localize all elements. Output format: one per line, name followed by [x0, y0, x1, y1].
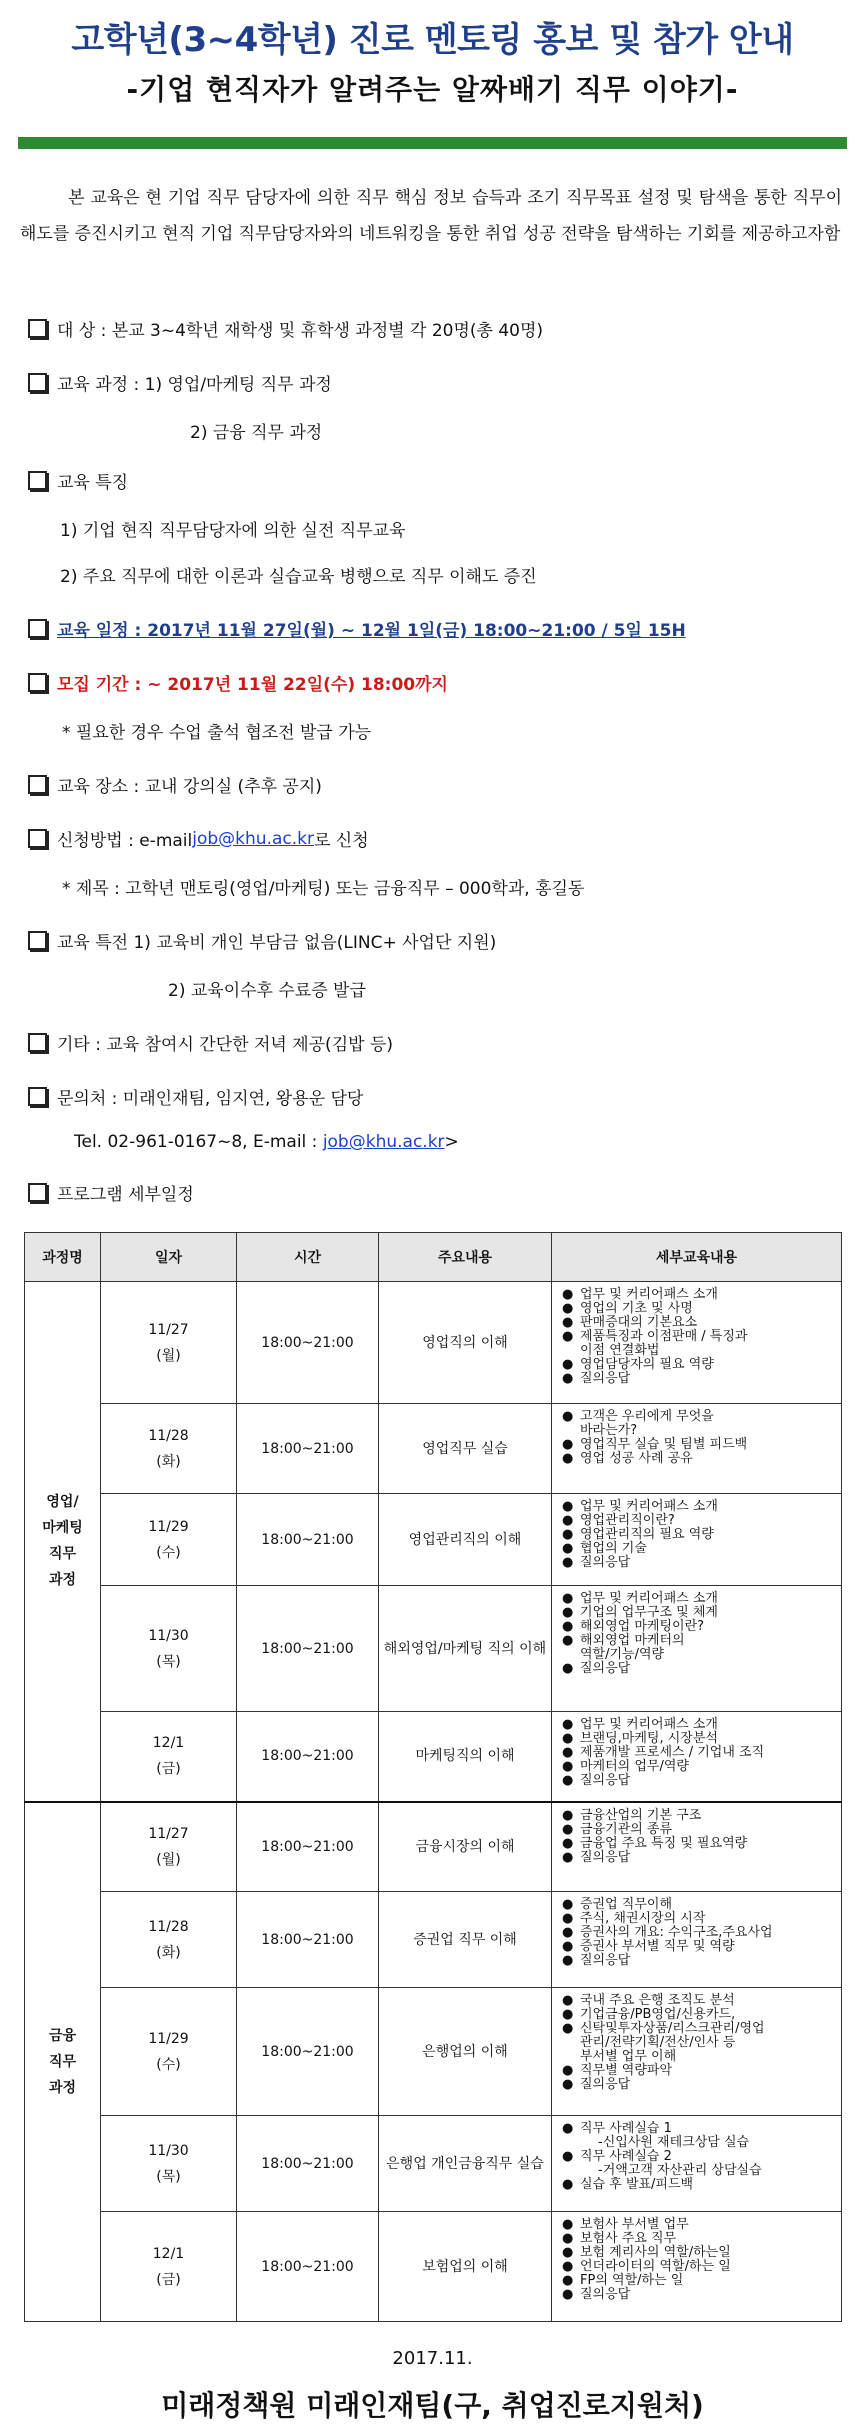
detail-text: 해외영업 마케팅이란?: [580, 1619, 705, 1634]
target-text: 대 상 : 본교 3~4학년 재학생 및 휴학생 과정별 각 20명(총 40명): [57, 321, 544, 341]
table-row: [25, 1494, 842, 1586]
table-row: [25, 1404, 842, 1494]
detail-text: 제품특징과 이점판매 / 특징과: [580, 1329, 748, 1344]
course-name-line: 직무: [48, 2053, 77, 2070]
details-cell: [552, 1494, 842, 1586]
detail-text: 영업담당자의 필요 역량: [580, 1357, 714, 1372]
table-row: [25, 1282, 842, 1404]
topic-cell: 증권업 직무 이해: [379, 1892, 552, 1988]
detail-line: [562, 2260, 837, 2274]
weekday-text: (목): [156, 2168, 181, 2185]
bullet-icon: ●: [562, 2077, 574, 2092]
weekday-text: (월): [156, 1851, 181, 1868]
details-cell: [552, 1282, 842, 1404]
detail-line: [562, 2274, 837, 2288]
detail-text: 영업관리직의 필요 역량: [580, 1527, 714, 1542]
apply-note: * 제목 : 고학년 맨토링(영업/마케팅) 또는 금융직무 – 000학과, 홍길동: [62, 879, 585, 899]
detail-text: 질의응답: [580, 1555, 631, 1570]
course-name-line: 영업/: [46, 1494, 79, 1511]
detail-text: 금융산업의 기본 구조: [580, 1807, 702, 1823]
header-topic: 주요내용: [379, 1233, 552, 1282]
detail-text: 금융업 주요 특징 및 필요역량: [580, 1835, 748, 1851]
course-text: 교육 과정 : 1) 영업/마케팅 직무 과정: [57, 375, 332, 395]
footer-date: 2017.11.: [392, 2348, 473, 2369]
detail-line: [562, 1718, 837, 1732]
detail-text: 관리/전략기획/전산/인사 등: [580, 2035, 736, 2050]
detail-line: [562, 1528, 837, 1542]
detail-line: [562, 2164, 837, 2178]
bullet-icon: ●: [562, 2217, 574, 2232]
apply-suffix: 로 신청: [313, 831, 369, 851]
course-name-line: 직무: [48, 1546, 77, 1563]
detail-line: [562, 2050, 837, 2064]
date-text: 11/30: [148, 2142, 189, 2159]
date-text: 12/1: [152, 1735, 185, 1752]
bullet-icon: ●: [562, 1939, 574, 1954]
bullet-icon: ●: [562, 1993, 574, 2008]
detail-text: 영업의 기초 및 사명: [580, 1301, 693, 1316]
detail-text: 고객은 우리에게 무엇을: [580, 1409, 714, 1424]
etc-item: [28, 1030, 393, 1055]
detail-line: [562, 2178, 837, 2192]
detail-text: 보험사 주요 직무: [580, 2231, 677, 2246]
detail-text: 협업의 기술: [580, 1541, 647, 1556]
bullet-icon: ●: [562, 1555, 574, 1570]
bullet-icon: ●: [562, 1315, 574, 1330]
time-cell: 18:00~21:00: [237, 1282, 379, 1404]
schedule-text: 교육 일정 : 2017년 11월 27일(월) ~ 12월 1일(금) 18:00~21:00 / 5일 15H: [57, 621, 686, 641]
detail-line: [562, 1438, 837, 1452]
checkbox-icon: [28, 619, 47, 638]
detail-line: [562, 1358, 837, 1372]
detail-text: FP의 역할/하는 일: [580, 2273, 684, 2288]
course-name-line: 마케팅: [42, 1520, 83, 1537]
feature-1-text: 1) 기업 현직 직무담당자에 의한 실전 직무교육: [60, 521, 406, 541]
topic-cell: 은행업 개인금융직무 실습: [379, 2116, 552, 2212]
detail-line: [562, 1837, 837, 1851]
detail-text: 직무별 역량파악: [580, 2063, 673, 2078]
bullet-icon: ●: [562, 1527, 574, 1542]
program-text: 프로그램 세부일정: [57, 1185, 194, 1205]
detail-text: 질의응답: [580, 1371, 631, 1386]
bullet-icon: ●: [562, 1287, 574, 1302]
bullet-icon: ●: [562, 1807, 574, 1823]
time-cell: 18:00~21:00: [237, 1494, 379, 1586]
detail-line: [562, 1746, 837, 1760]
detail-text: 국내 주요 은행 조직도 분석: [580, 1993, 735, 2008]
checkbox-icon: [28, 319, 47, 338]
details-cell: [552, 1802, 842, 1892]
detail-line: [562, 1898, 837, 1912]
table-row: [25, 2116, 842, 2212]
course-name-line: 과정: [48, 2079, 77, 2096]
detail-text: 영업직무 실습 및 팀별 피드백: [580, 1437, 748, 1452]
detail-line: [562, 1940, 837, 1954]
detail-text: 주식, 채권시장의 시작: [580, 1911, 706, 1926]
details-cell: [552, 2212, 842, 2322]
course-name-cell: [25, 1282, 101, 1802]
detail-line: [562, 2218, 837, 2232]
detail-text: 영업관리직이란?: [580, 1513, 675, 1528]
detail-text: 역할/기능/역량: [580, 1647, 665, 1662]
date-cell: [101, 1494, 237, 1586]
bullet-icon: ●: [562, 1633, 574, 1648]
header-time: 시간: [237, 1233, 379, 1282]
detail-text: 질의응답: [580, 1849, 631, 1865]
time-cell: 18:00~21:00: [237, 2212, 379, 2322]
detail-text: 질의응답: [580, 2077, 631, 2092]
benefit-item: [28, 928, 496, 953]
detail-line: [562, 1316, 837, 1330]
detail-line: [562, 1514, 837, 1528]
course-item: [28, 370, 332, 395]
detail-text: 업무 및 커리어패스 소개: [580, 1591, 718, 1606]
course-name-line: 과정: [48, 1572, 77, 1589]
detail-text: 제품개발 프로세스 / 기업내 조직: [580, 1745, 765, 1760]
detail-line: [562, 1620, 837, 1634]
detail-line: [562, 1823, 837, 1837]
detail-line: [562, 1809, 837, 1823]
apply-item: [28, 826, 369, 851]
footer-org: 미래정책원 미래인재팀(구, 취업진로지원처): [161, 2389, 704, 2422]
detail-line: [562, 1372, 837, 1386]
topic-cell: 영업직무 실습: [379, 1404, 552, 1494]
weekday-text: (금): [156, 1761, 181, 1778]
checkbox-icon: [28, 1183, 47, 1202]
checkbox-icon: [28, 471, 47, 490]
table-row: [25, 2212, 842, 2322]
date-text: 11/27: [148, 1321, 189, 1338]
time-cell: 18:00~21:00: [237, 1712, 379, 1802]
detail-text: 금융기관의 종류: [580, 1821, 673, 1837]
detail-text: 이점 연결화법: [580, 1343, 660, 1358]
checkbox-icon: [28, 673, 47, 692]
checkbox-icon: [28, 373, 47, 392]
table-row: [25, 1802, 842, 1892]
detail-line: [562, 1994, 837, 2008]
etc-text: 기타 : 교육 참여시 간단한 저녁 제공(김밥 등): [57, 1035, 393, 1055]
header-date: 일자: [101, 1233, 237, 1282]
detail-text: 바라는가?: [580, 1423, 638, 1438]
recruit-item: [28, 670, 448, 695]
details-cell: [552, 1988, 842, 2116]
detail-line: [562, 1344, 837, 1358]
detail-text: 업무 및 커리어패스 소개: [580, 1287, 718, 1302]
detail-text: 질의응답: [580, 1773, 631, 1788]
date-cell: [101, 1712, 237, 1802]
detail-text: 부서별 업무 이해: [580, 2049, 677, 2064]
bullet-icon: ●: [562, 1773, 574, 1788]
bullet-icon: ●: [562, 2121, 574, 2136]
time-cell: 18:00~21:00: [237, 1586, 379, 1712]
date-cell: [101, 1404, 237, 1494]
bullet-icon: ●: [562, 2177, 574, 2192]
features-item: [28, 468, 128, 493]
detail-line: [562, 2022, 837, 2036]
bullet-icon: ●: [562, 1451, 574, 1466]
details-cell: [552, 1892, 842, 1988]
details-cell: [552, 1404, 842, 1494]
date-text: 11/29: [148, 1518, 189, 1535]
bullet-icon: ●: [562, 1301, 574, 1316]
header-course: 과정명: [25, 1233, 101, 1282]
detail-line: [562, 2078, 837, 2092]
details-cell: [552, 1586, 842, 1712]
date-cell: [101, 1586, 237, 1712]
bullet-icon: ●: [562, 2231, 574, 2246]
bullet-icon: ●: [562, 1329, 574, 1344]
detail-text: 신탁및투자상품/리스크관리/영업: [580, 2021, 765, 2036]
recruit-text: 모집 기간 : ~ 2017년 11월 22일(수) 18:00까지: [57, 675, 448, 695]
detail-text: 기업의 업무구조 및 체계: [580, 1605, 718, 1620]
topic-cell: 마케팅직의 이해: [379, 1712, 552, 1802]
detail-text: 실습 후 발표/피드백: [580, 2177, 694, 2192]
title-divider: [18, 137, 847, 149]
checkbox-icon: [28, 1033, 47, 1052]
apply-email-link[interactable]: job@khu.ac.kr: [192, 828, 314, 849]
apply-text: 신청방법 : e-mail: [57, 831, 193, 851]
weekday-text: (목): [156, 1653, 181, 1670]
detail-text: 직무 사례실습 1: [580, 2121, 672, 2136]
detail-line: [562, 1288, 837, 1302]
checkbox-icon: [28, 931, 47, 950]
detail-text: 증권업 직무이해: [580, 1897, 673, 1912]
time-cell: 18:00~21:00: [237, 2116, 379, 2212]
bullet-icon: ●: [562, 1745, 574, 1760]
date-cell: [101, 1282, 237, 1404]
table-row: [25, 1712, 842, 1802]
time-cell: 18:00~21:00: [237, 1404, 379, 1494]
bullet-icon: ●: [562, 1731, 574, 1746]
detail-line: [562, 1634, 837, 1648]
detail-text: 업무 및 커리어패스 소개: [580, 1717, 718, 1732]
bullet-icon: ●: [562, 2007, 574, 2022]
bullet-icon: ●: [562, 1409, 574, 1424]
bullet-icon: ●: [562, 1849, 574, 1865]
time-cell: 18:00~21:00: [237, 1988, 379, 2116]
bullet-icon: ●: [562, 1513, 574, 1528]
detail-line: [562, 1500, 837, 1514]
table-row: [25, 1892, 842, 1988]
tel-line: [74, 1132, 459, 1152]
detail-text: 질의응답: [580, 1953, 631, 1968]
features-label: 교육 특징: [57, 473, 129, 493]
details-cell: [552, 1712, 842, 1802]
detail-line: [562, 1926, 837, 1940]
detail-line: [562, 1851, 837, 1865]
detail-text: 영업 성공 사례 공유: [580, 1451, 693, 1466]
date-cell: [101, 1892, 237, 1988]
bullet-icon: ●: [562, 1619, 574, 1634]
checkbox-icon: [28, 1087, 47, 1106]
detail-text: 해외영업 마케터의: [580, 1633, 685, 1648]
weekday-text: (금): [156, 2271, 181, 2288]
detail-text: 질의응답: [580, 2287, 631, 2302]
detail-text: 브랜딩,마케팅, 시장분석: [580, 1731, 718, 1746]
bullet-icon: ●: [562, 1371, 574, 1386]
topic-cell: 해외영업/마케팅 직의 이해: [379, 1586, 552, 1712]
topic-cell: 보험업의 이해: [379, 2212, 552, 2322]
detail-line: [562, 1410, 837, 1424]
venue-item: [28, 772, 322, 797]
detail-text: 기업금융/PB영업/신용카드,: [580, 2007, 736, 2022]
weekday-text: (화): [156, 1944, 181, 1961]
detail-text: 보험사 부서별 업무: [580, 2217, 689, 2232]
page-title: 고학년(3~4학년) 진로 멘토링 홍보 및 참가 안내: [71, 20, 794, 60]
detail-line: [562, 1592, 837, 1606]
detail-text: 마케터의 업무/역량: [580, 1759, 689, 1774]
contact-item: [28, 1084, 363, 1109]
detail-line: [562, 1542, 837, 1556]
bullet-icon: ●: [562, 1437, 574, 1452]
detail-line: [562, 1302, 837, 1316]
detail-text: -거액고객 자산관리 상담실습: [598, 2163, 762, 2178]
bullet-icon: ●: [562, 1357, 574, 1372]
contact-text: 문의처 : 미래인재팀, 임지연, 왕용운 담당: [57, 1089, 364, 1109]
detail-line: [562, 1774, 837, 1788]
detail-text: -신입사원 재테크상담 실습: [598, 2135, 750, 2150]
bullet-icon: ●: [562, 1499, 574, 1514]
tel-email-link[interactable]: job@khu.ac.kr: [322, 1132, 445, 1152]
details-cell: [552, 2116, 842, 2212]
course-name-line: 금융: [48, 2027, 77, 2044]
detail-line: [562, 1452, 837, 1466]
detail-text: 증권사 부서별 직무 및 역량: [580, 1939, 735, 1954]
bullet-icon: ●: [562, 2273, 574, 2288]
bullet-icon: ●: [562, 1605, 574, 1620]
date-cell: [101, 2212, 237, 2322]
time-cell: 18:00~21:00: [237, 1802, 379, 1892]
bullet-icon: ●: [562, 2245, 574, 2260]
detail-line: [562, 2064, 837, 2078]
benefit-2-text: 2) 교육이수후 수료증 발급: [168, 981, 366, 1001]
bullet-icon: ●: [562, 2259, 574, 2274]
detail-line: [562, 1606, 837, 1620]
bullet-icon: ●: [562, 1835, 574, 1851]
topic-cell: 금융시장의 이해: [379, 1802, 552, 1892]
table-header-row: [25, 1233, 842, 1282]
schedule-table: [24, 1232, 842, 2322]
date-cell: [101, 1802, 237, 1892]
date-text: 11/30: [148, 1627, 189, 1644]
bullet-icon: ●: [562, 2287, 574, 2302]
bullet-icon: ●: [562, 1953, 574, 1968]
date-text: 11/28: [148, 1427, 189, 1444]
detail-line: [562, 2122, 837, 2136]
detail-text: 업무 및 커리어패스 소개: [580, 1499, 718, 1514]
date-cell: [101, 1988, 237, 2116]
date-text: 11/27: [148, 1825, 189, 1842]
checkbox-icon: [28, 775, 47, 794]
weekday-text: (수): [156, 2056, 181, 2073]
detail-line: [562, 1732, 837, 1746]
bullet-icon: ●: [562, 1541, 574, 1556]
course-2-text: 2) 금융 직무 과정: [190, 423, 323, 443]
detail-line: [562, 1760, 837, 1774]
course-name-cell: [25, 1802, 101, 2322]
detail-text: 직무 사례실습 2: [580, 2149, 672, 2164]
detail-line: [562, 1330, 837, 1344]
bullet-icon: ●: [562, 1897, 574, 1912]
bullet-icon: ●: [562, 2149, 574, 2164]
feature-2-text: 2) 주요 직무에 대한 이론과 실습교육 병행으로 직무 이해도 증진: [60, 567, 537, 587]
page-subtitle: -기업 현직자가 알려주는 알짜배기 직무 이야기-: [126, 73, 739, 106]
weekday-text: (수): [156, 1544, 181, 1561]
date-text: 12/1: [152, 2245, 185, 2262]
detail-line: [562, 1648, 837, 1662]
detail-line: [562, 2008, 837, 2022]
table-row: [25, 1988, 842, 2116]
detail-text: 판매증대의 기본요소: [580, 1315, 698, 1330]
bullet-icon: ●: [562, 1759, 574, 1774]
intro-paragraph: 본 교육은 현 기업 직무 담당자에 의한 직무 핵심 정보 습득과 조기 직무목표 설정 및 탐색을 통한 직무이해도를 증진시키고 현직 기업 직무담당자와의 네트워킹을 통한 취업 성공 전략을 탐색하는 기회를 제공하고자함: [20, 188, 842, 244]
weekday-text: (화): [156, 1453, 181, 1470]
bullet-icon: ●: [562, 2063, 574, 2078]
recruit-note: * 필요한 경우 수업 출석 협조전 발급 가능: [62, 723, 372, 743]
date-cell: [101, 2116, 237, 2212]
venue-text: 교육 장소 : 교내 강의실 (추후 공지): [57, 777, 322, 797]
detail-line: [562, 1424, 837, 1438]
detail-line: [562, 1954, 837, 1968]
table-row: [25, 1586, 842, 1712]
date-text: 11/28: [148, 1918, 189, 1935]
bullet-icon: ●: [562, 1661, 574, 1676]
program-item: [28, 1180, 194, 1205]
tel-suffix: >: [444, 1132, 459, 1152]
header-details: 세부교육내용: [552, 1233, 842, 1282]
time-cell: 18:00~21:00: [237, 1892, 379, 1988]
detail-text: 언더라이터의 역할/하는 일: [580, 2259, 731, 2274]
tel-text: Tel. 02-961-0167~8, E-mail :: [74, 1132, 323, 1152]
weekday-text: (월): [156, 1347, 181, 1364]
detail-line: [562, 2136, 837, 2150]
detail-line: [562, 2232, 837, 2246]
bullet-icon: ●: [562, 1591, 574, 1606]
bullet-icon: ●: [562, 1911, 574, 1926]
topic-cell: 은행업의 이해: [379, 1988, 552, 2116]
detail-text: 질의응답: [580, 1661, 631, 1676]
bullet-icon: ●: [562, 1821, 574, 1837]
bullet-icon: ●: [562, 1925, 574, 1940]
bullet-icon: ●: [562, 2021, 574, 2036]
benefit-1-text: 교육 특전 1) 교육비 개인 부담금 없음(LINC+ 사업단 지원): [57, 933, 497, 953]
detail-line: [562, 2036, 837, 2050]
detail-line: [562, 2150, 837, 2164]
checkbox-icon: [28, 829, 47, 848]
topic-cell: 영업관리직의 이해: [379, 1494, 552, 1586]
date-text: 11/29: [148, 2030, 189, 2047]
detail-text: 증권사의 개요: 수익구조,주요사업: [580, 1925, 773, 1940]
detail-line: [562, 2288, 837, 2302]
bullet-icon: ●: [562, 1717, 574, 1732]
detail-line: [562, 1556, 837, 1570]
topic-cell: 영업직의 이해: [379, 1282, 552, 1404]
detail-line: [562, 1912, 837, 1926]
target-item: [28, 316, 543, 341]
detail-text: 보험 계리사의 역할/하는일: [580, 2245, 731, 2260]
detail-line: [562, 2246, 837, 2260]
schedule-item: [28, 616, 686, 641]
detail-line: [562, 1662, 837, 1676]
